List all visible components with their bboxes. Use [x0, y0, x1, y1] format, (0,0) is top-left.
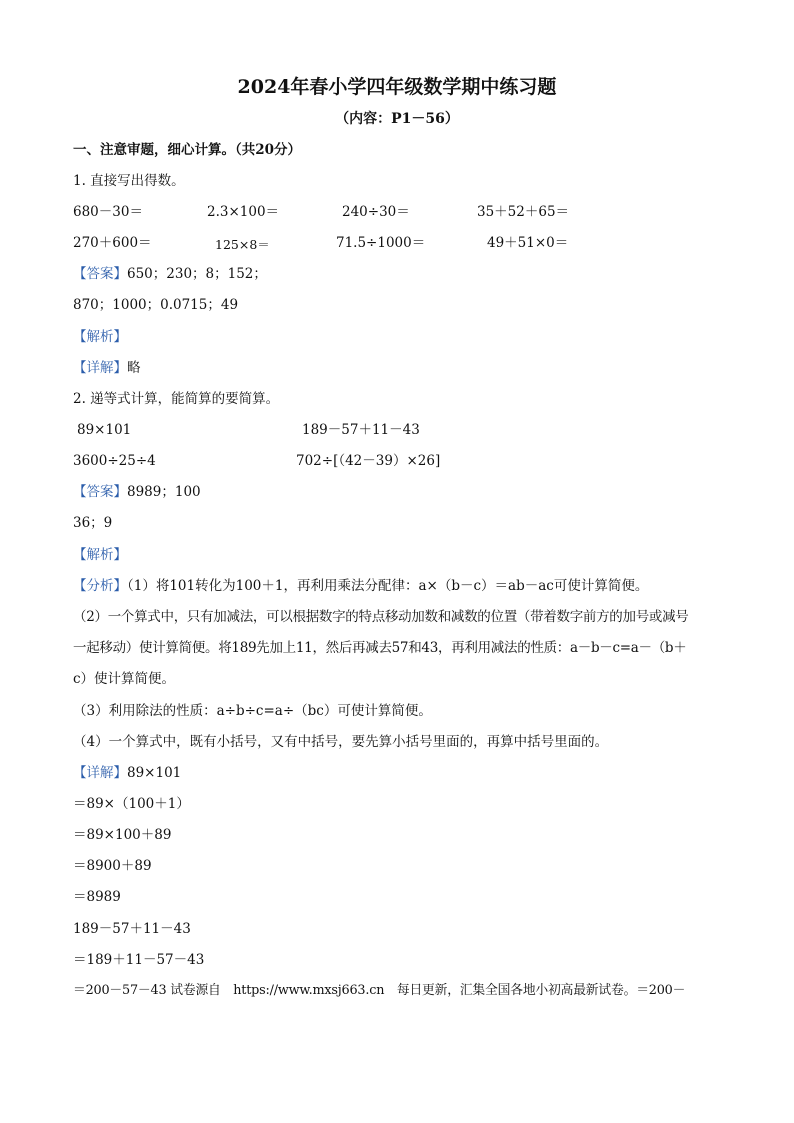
detail-step-8: ＝200－57－43 试卷源自 https://www.mxsj663.cn 每日更新，汇集全国各地小初高最新试卷。＝200－: [73, 983, 686, 998]
detail-step-5: ＝8989: [73, 889, 121, 905]
q2-item-1: 89×101: [77, 422, 132, 438]
q1-answer-line-2: 870；1000；0.0715；49: [73, 297, 239, 313]
q1-item-4: 35＋52＋65＝: [477, 204, 570, 220]
q2-answer-line-1: [73, 483, 201, 501]
analysis-text: （1）将101转化为100＋1，再利用乘法分配律：a×（b－c）＝ab－ac可使计算简便。: [127, 578, 649, 594]
q2-analysis-p2a: （2）一个算式中，只有加减法，可以根据数字的特点移动加数和减数的位置（带着数字前方的加号或减号: [73, 609, 689, 625]
q1-item-5: 270＋600＝: [73, 235, 152, 251]
detail-tag: 【详解】: [73, 360, 127, 376]
q1-item-7: 71.5÷1000＝: [336, 235, 426, 251]
q2-analysis-tag: 【解析】: [73, 547, 127, 563]
q1-item-2: 2.3×100＝: [207, 204, 280, 220]
q2-analysis-p1: [73, 577, 648, 595]
q2-detail-line: [73, 764, 181, 782]
q2-item-3: 3600÷25÷4: [73, 453, 156, 469]
page-subtitle: （内容：P1－56）: [335, 111, 459, 127]
q2-answer-line-2: 36；9: [73, 515, 113, 531]
q1-item-8: 49＋51×0＝: [487, 235, 569, 251]
analysis-intro-tag: 【分析】: [73, 578, 127, 594]
question-2-prompt: 2. 递等式计算，能简算的要简算。: [73, 391, 280, 407]
q1-item-3: 240÷30＝: [342, 204, 410, 220]
question-1-prompt: 1. 直接写出得数。: [73, 173, 185, 189]
q2-analysis-p2b: 一起移动）使计算简便。将189先加上11，然后再减去57和43，再利用减法的性质：a－b－c=a－（b＋: [73, 640, 687, 656]
answer-tag: 【答案】: [73, 484, 127, 500]
detail-step-7: ＝189＋11－57－43: [73, 952, 205, 968]
q1-answer-line-1: [73, 265, 267, 283]
q1-item-6: 125×8＝: [215, 237, 270, 252]
detail-step-2: ＝89×（100＋1）: [73, 796, 190, 812]
detail-text: 略: [127, 360, 141, 376]
detail-step-4: ＝8900＋89: [73, 858, 152, 874]
answer-text: 8989；100: [127, 484, 201, 500]
q1-item-1: 680－30＝: [73, 204, 143, 220]
q2-analysis-p3: （3）利用除法的性质：a÷b÷c=a÷（bc）可使计算简便。: [73, 703, 432, 719]
q2-analysis-p2c: c）使计算简便。: [73, 671, 176, 687]
q2-analysis-p4: （4）一个算式中，既有小括号，又有中括号，要先算小括号里面的，再算中括号里面的。: [73, 734, 609, 750]
detail-step-3: ＝89×100＋89: [73, 827, 172, 843]
answer-text: 650；230；8；152；: [127, 266, 267, 282]
detail-step-1: 89×101: [127, 765, 182, 781]
q1-analysis-tag: 【解析】: [73, 329, 127, 345]
page-title: 2024年春小学四年级数学期中练习题: [237, 76, 557, 98]
q1-detail-line: [73, 359, 141, 377]
answer-tag: 【答案】: [73, 266, 127, 282]
q2-item-4: 702÷[（42－39）×26]: [296, 453, 441, 469]
section-heading: 一、注意审题，细心计算。（共20分）: [73, 142, 302, 158]
detail-step-6: 189－57＋11－43: [73, 921, 191, 937]
q2-item-2: 189－57＋11－43: [302, 422, 420, 438]
detail-tag: 【详解】: [73, 765, 127, 781]
